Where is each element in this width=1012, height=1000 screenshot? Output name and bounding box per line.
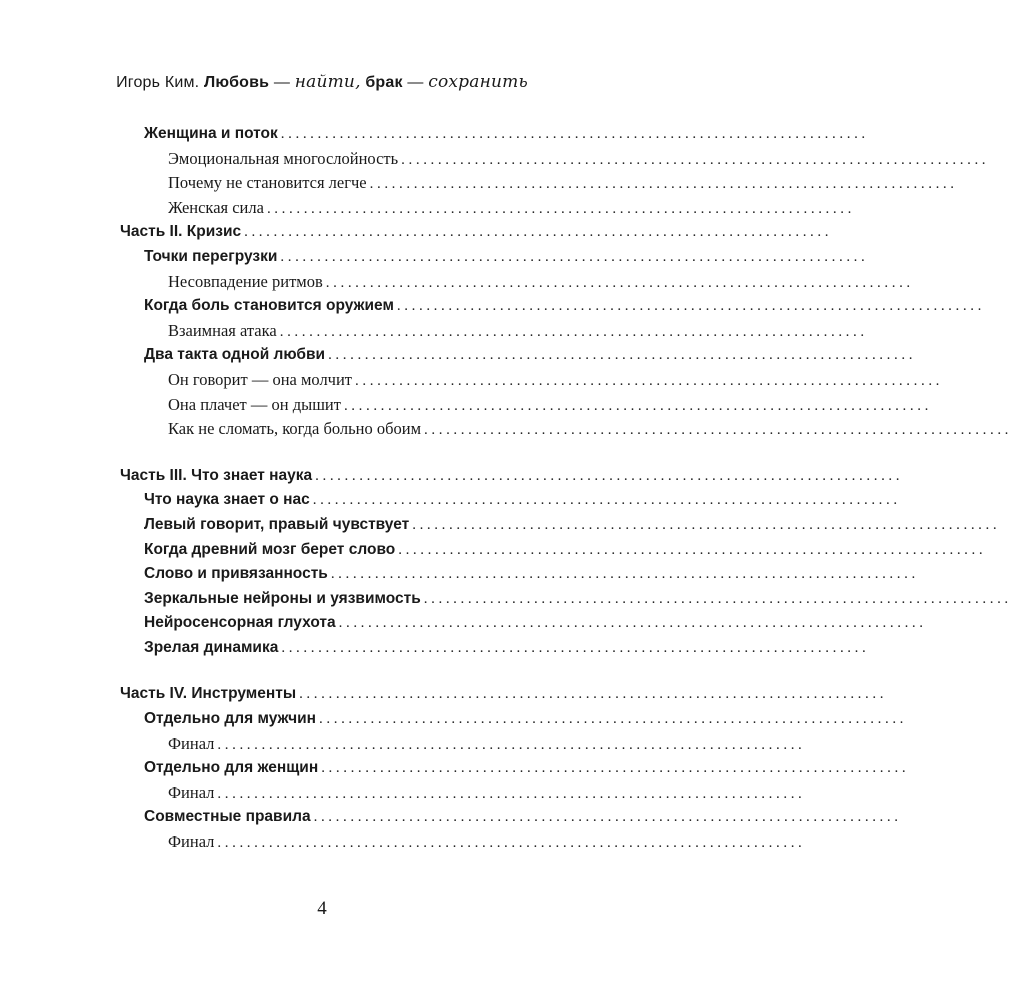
toc-leader-dots: ................................................................................ bbox=[313, 809, 902, 826]
toc-entry-title: Финал bbox=[168, 782, 215, 802]
toc-chapter[interactable] bbox=[120, 805, 902, 830]
toc-entry-title: Зеркальные нейроны и уязвимость bbox=[144, 589, 421, 607]
toc-entry-title: Финал bbox=[168, 733, 215, 753]
toc-entry-title: Левый говорит, правый чувствует bbox=[144, 515, 410, 533]
header-script-find: найти, bbox=[294, 72, 361, 92]
section-gap bbox=[120, 660, 526, 682]
toc-entry-title: Что наука знает о нас bbox=[144, 491, 310, 509]
header-title-love: Любовь bbox=[203, 74, 270, 91]
toc-subsection[interactable] bbox=[120, 830, 806, 855]
toc-leader-dots: ................................................................................ bbox=[299, 686, 888, 703]
toc-chapter[interactable] bbox=[120, 538, 987, 563]
toc-chapter[interactable] bbox=[120, 513, 1001, 538]
toc-leader-dots: ................................................................................ bbox=[279, 323, 868, 340]
section-gap bbox=[120, 442, 526, 464]
header-author: Игорь Ким. bbox=[116, 74, 200, 91]
toc-leader-dots: ................................................................................ bbox=[401, 151, 990, 168]
toc-leader-dots: ................................................................................ bbox=[244, 224, 833, 241]
toc-chapter[interactable] bbox=[120, 245, 869, 270]
toc-leader-dots: ................................................................................ bbox=[280, 248, 869, 265]
toc-subsection[interactable] bbox=[120, 319, 868, 344]
page-number: 4 bbox=[317, 898, 327, 919]
toc-leader-dots: ................................................................................ bbox=[423, 590, 1012, 607]
toc-leader-dots: ................................................................................ bbox=[424, 422, 1012, 439]
toc-leader-dots: ................................................................................ bbox=[369, 176, 958, 193]
toc-leader-dots: ................................................................................ bbox=[328, 347, 917, 364]
toc-leader-dots: ................................................................................ bbox=[396, 298, 985, 315]
header-dash-2: — bbox=[407, 74, 424, 91]
toc-leader-dots: ................................................................................ bbox=[321, 760, 910, 777]
toc-entry-title: Когда боль становится оружием bbox=[144, 297, 394, 315]
toc-leader-dots: ................................................................................ bbox=[217, 785, 806, 802]
toc-entry-title: Часть III. Что знает наука bbox=[120, 466, 313, 484]
toc-subsection[interactable] bbox=[120, 781, 806, 806]
toc-entry-title: Отдельно для мужчин bbox=[144, 710, 317, 728]
toc-leader-dots: ................................................................................ bbox=[338, 615, 927, 632]
toc-entry-title: Два такта одной любви bbox=[144, 346, 326, 364]
toc-leader-dots: ................................................................................ bbox=[412, 516, 1001, 533]
toc-leader-dots: ................................................................................ bbox=[281, 639, 870, 656]
toc-chapter[interactable] bbox=[120, 488, 901, 513]
toc-entry-title: Слово и привязанность bbox=[144, 565, 328, 583]
toc-entry-title: Он говорит — она молчит bbox=[168, 369, 353, 389]
toc-entry-title: Женская сила bbox=[168, 197, 264, 217]
toc-subsection[interactable] bbox=[120, 393, 932, 418]
toc-entry-title: Точки перегрузки bbox=[144, 247, 278, 265]
toc-leader-dots: ................................................................................ bbox=[217, 736, 806, 753]
toc-leader-dots: ................................................................................ bbox=[319, 711, 908, 728]
toc-chapter[interactable] bbox=[120, 562, 919, 587]
toc-chapter[interactable] bbox=[120, 587, 1012, 612]
toc-entry-title: Почему не становится легче bbox=[168, 173, 367, 193]
toc-subsection[interactable] bbox=[120, 147, 990, 172]
toc-leader-dots: ................................................................................ bbox=[325, 274, 914, 291]
toc-chapter[interactable] bbox=[120, 756, 910, 781]
toc-subsection[interactable] bbox=[120, 171, 958, 196]
toc-entry-title: Часть IV. Инструменты bbox=[120, 685, 297, 703]
toc-part[interactable] bbox=[120, 682, 888, 707]
toc-entry-title: Нейросенсорная глухота bbox=[144, 614, 336, 632]
toc-leader-dots: ................................................................................ bbox=[343, 397, 932, 414]
toc-leader-dots: ................................................................................ bbox=[266, 200, 855, 217]
toc-leader-dots: ................................................................................ bbox=[217, 835, 806, 852]
toc-entry-title: Часть II. Кризис bbox=[120, 223, 242, 241]
toc-leader-dots: ................................................................................ bbox=[398, 541, 987, 558]
toc-entry-title: Когда древний мозг берет слово bbox=[144, 540, 396, 558]
toc-entry-title: Эмоциональная многослойность bbox=[168, 148, 399, 168]
toc-leader-dots: ................................................................................ bbox=[312, 492, 901, 509]
toc-entry-title: Финал bbox=[168, 832, 215, 852]
toc-chapter[interactable] bbox=[120, 636, 870, 661]
toc-leader-dots: ................................................................................ bbox=[280, 126, 869, 142]
toc-entry-title: Женщина и поток bbox=[144, 125, 278, 142]
toc-leader-dots: ................................................................................ bbox=[355, 372, 944, 389]
toc-subsection[interactable] bbox=[120, 417, 1012, 442]
toc-leader-dots: ................................................................................ bbox=[315, 467, 904, 484]
toc-chapter[interactable] bbox=[120, 294, 985, 319]
toc-part[interactable] bbox=[120, 464, 904, 489]
toc-entry-title: Взаимная атака bbox=[168, 320, 277, 340]
toc-entry-title: Она плачет — он дышит bbox=[168, 394, 341, 414]
toc-part[interactable] bbox=[120, 220, 833, 245]
toc-subsection[interactable] bbox=[120, 196, 855, 221]
toc-leader-dots: ................................................................................ bbox=[330, 566, 919, 583]
toc-subsection[interactable] bbox=[120, 270, 914, 295]
toc-chapter[interactable] bbox=[120, 707, 908, 732]
toc-entry-title: Отдельно для женщин bbox=[144, 759, 319, 777]
toc-subsection[interactable] bbox=[120, 368, 944, 393]
toc-subsection[interactable] bbox=[120, 732, 806, 757]
table-of-contents bbox=[120, 122, 1012, 855]
header-dash-1: — bbox=[273, 74, 291, 91]
toc-entry-title: Как не сломать, когда больно обоим bbox=[168, 419, 422, 439]
running-header bbox=[0, 72, 644, 92]
toc-entry-title: Несовпадение ритмов bbox=[168, 271, 323, 291]
toc-chapter[interactable] bbox=[120, 122, 869, 147]
header-title-marriage: брак bbox=[365, 74, 403, 91]
toc-chapter[interactable] bbox=[120, 343, 917, 368]
toc-chapter[interactable] bbox=[120, 611, 927, 636]
toc-entry-title: Зрелая динамика bbox=[144, 638, 279, 656]
header-script-keep: сохранить bbox=[428, 72, 528, 92]
toc-entry-title: Совместные правила bbox=[144, 808, 311, 826]
